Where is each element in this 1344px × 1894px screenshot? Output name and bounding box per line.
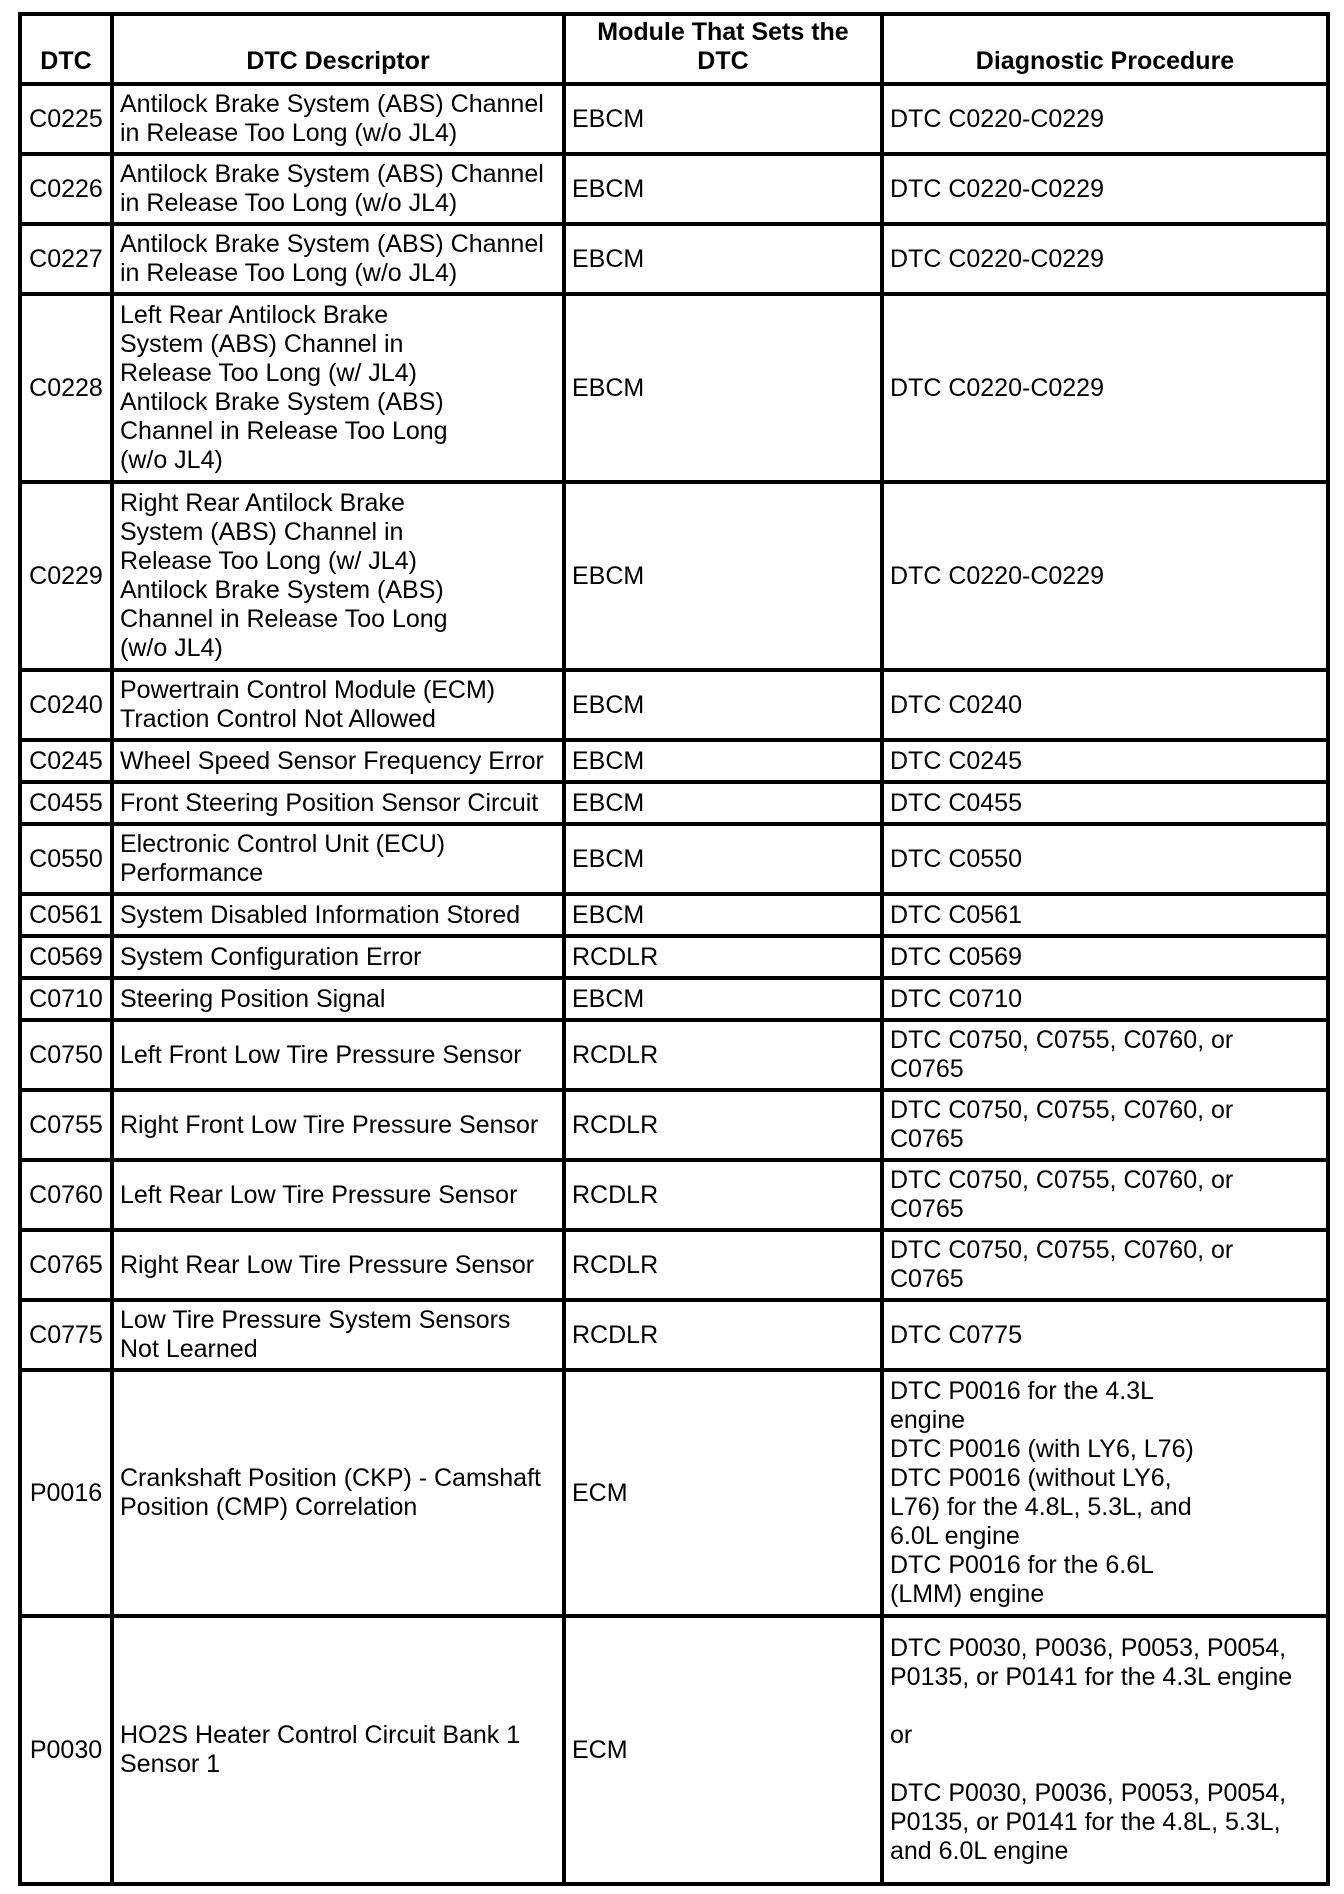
dtc-descriptor: Crankshaft Position (CKP) - Camshaft Position (CMP) Correlation	[112, 1370, 564, 1616]
table-row	[20, 1020, 1328, 1090]
dtc-code: C0561	[20, 894, 112, 936]
diagnostic-procedure: DTC C0220-C0229	[882, 294, 1328, 482]
table-row	[20, 1616, 1328, 1884]
diagnostic-procedure: DTC P0016 for the 4.3L engine DTC P0016 (with LY6, L76) DTC P0016 (without LY6, L76) for the 4.8L, 5.3L, and 6.0L engine DTC P0016 for the 6.6L (LMM) engine	[882, 1370, 1328, 1616]
table-row	[20, 482, 1328, 670]
diagnostic-procedure: DTC C0220-C0229	[882, 224, 1328, 294]
header-descriptor: DTC Descriptor	[112, 14, 564, 84]
table-row	[20, 978, 1328, 1020]
dtc-code: C0226	[20, 154, 112, 224]
table-row	[20, 224, 1328, 294]
dtc-code: C0455	[20, 782, 112, 824]
dtc-descriptor: Powertrain Control Module (ECM) Traction Control Not Allowed	[112, 670, 564, 740]
module: EBCM	[564, 154, 882, 224]
diagnostic-procedure: DTC C0220-C0229	[882, 154, 1328, 224]
dtc-descriptor: Front Steering Position Sensor Circuit	[112, 782, 564, 824]
diagnostic-procedure: DTC C0569	[882, 936, 1328, 978]
dtc-descriptor: Left Rear Antilock Brake System (ABS) Channel in Release Too Long (w/ JL4) Antilock Brake System (ABS) Channel in Release Too Long (w/o JL4)	[112, 294, 564, 482]
table-row	[20, 294, 1328, 482]
diagnostic-procedure: DTC C0550	[882, 824, 1328, 894]
diagnostic-procedure: DTC C0220-C0229	[882, 482, 1328, 670]
dtc-descriptor: HO2S Heater Control Circuit Bank 1 Sensor 1	[112, 1616, 564, 1884]
dtc-code: C0227	[20, 224, 112, 294]
dtc-descriptor: Antilock Brake System (ABS) Channel in Release Too Long (w/o JL4)	[112, 84, 564, 154]
module: EBCM	[564, 824, 882, 894]
dtc-code: C0755	[20, 1090, 112, 1160]
module: EBCM	[564, 670, 882, 740]
diagnostic-procedure: DTC C0561	[882, 894, 1328, 936]
dtc-descriptor: Left Rear Low Tire Pressure Sensor	[112, 1160, 564, 1230]
dtc-code: C0775	[20, 1300, 112, 1370]
dtc-descriptor: Antilock Brake System (ABS) Channel in Release Too Long (w/o JL4)	[112, 224, 564, 294]
module: RCDLR	[564, 1160, 882, 1230]
dtc-code: C0710	[20, 978, 112, 1020]
table-row	[20, 1090, 1328, 1160]
dtc-code: C0245	[20, 740, 112, 782]
diagnostic-procedure: DTC P0030, P0036, P0053, P0054, P0135, or P0141 for the 4.3L engine or DTC P0030, P0036, P0053, P0054, P0135, or P0141 for the 4.8L, 5.3L, and 6.0L engine	[882, 1616, 1328, 1884]
diagnostic-procedure: DTC C0245	[882, 740, 1328, 782]
table-row	[20, 824, 1328, 894]
diagnostic-procedure: DTC C0750, C0755, C0760, or C0765	[882, 1020, 1328, 1090]
module: EBCM	[564, 978, 882, 1020]
diagnostic-procedure: DTC C0750, C0755, C0760, or C0765	[882, 1160, 1328, 1230]
module: RCDLR	[564, 936, 882, 978]
table-row	[20, 670, 1328, 740]
dtc-descriptor: System Disabled Information Stored	[112, 894, 564, 936]
dtc-code: C0228	[20, 294, 112, 482]
dtc-code: C0765	[20, 1230, 112, 1300]
table-row	[20, 1370, 1328, 1616]
diagnostic-procedure: DTC C0240	[882, 670, 1328, 740]
dtc-descriptor: Steering Position Signal	[112, 978, 564, 1020]
table-row	[20, 894, 1328, 936]
module: ECM	[564, 1370, 882, 1616]
diagnostic-procedure: DTC C0455	[882, 782, 1328, 824]
module: EBCM	[564, 482, 882, 670]
diagnostic-procedure: DTC C0750, C0755, C0760, or C0765	[882, 1090, 1328, 1160]
module: EBCM	[564, 84, 882, 154]
module: ECM	[564, 1616, 882, 1884]
diagnostic-procedure: DTC C0710	[882, 978, 1328, 1020]
dtc-code: C0569	[20, 936, 112, 978]
dtc-descriptor: System Configuration Error	[112, 936, 564, 978]
dtc-code: C0750	[20, 1020, 112, 1090]
dtc-table	[18, 12, 1330, 1886]
dtc-code: C0760	[20, 1160, 112, 1230]
table-row	[20, 740, 1328, 782]
dtc-code: C0225	[20, 84, 112, 154]
dtc-descriptor: Low Tire Pressure System Sensors Not Learned	[112, 1300, 564, 1370]
module: RCDLR	[564, 1300, 882, 1370]
dtc-code: P0016	[20, 1370, 112, 1616]
module: EBCM	[564, 894, 882, 936]
table-row	[20, 154, 1328, 224]
dtc-descriptor: Wheel Speed Sensor Frequency Error	[112, 740, 564, 782]
diagnostic-procedure: DTC C0750, C0755, C0760, or C0765	[882, 1230, 1328, 1300]
header-row	[20, 14, 1328, 84]
table-row	[20, 1300, 1328, 1370]
module: EBCM	[564, 224, 882, 294]
module: RCDLR	[564, 1090, 882, 1160]
header-dtc: DTC	[20, 14, 112, 84]
dtc-descriptor: Right Rear Low Tire Pressure Sensor	[112, 1230, 564, 1300]
module: EBCM	[564, 294, 882, 482]
dtc-descriptor: Left Front Low Tire Pressure Sensor	[112, 1020, 564, 1090]
diagnostic-procedure: DTC C0775	[882, 1300, 1328, 1370]
dtc-code: C0229	[20, 482, 112, 670]
dtc-code: P0030	[20, 1616, 112, 1884]
dtc-descriptor: Right Rear Antilock Brake System (ABS) Channel in Release Too Long (w/ JL4) Antilock Brake System (ABS) Channel in Release Too Long (w/o JL4)	[112, 482, 564, 670]
dtc-code: C0240	[20, 670, 112, 740]
module: RCDLR	[564, 1020, 882, 1090]
table-row	[20, 782, 1328, 824]
table-row	[20, 936, 1328, 978]
dtc-descriptor: Right Front Low Tire Pressure Sensor	[112, 1090, 564, 1160]
module: RCDLR	[564, 1230, 882, 1300]
diagnostic-procedure: DTC C0220-C0229	[882, 84, 1328, 154]
header-procedure: Diagnostic Procedure	[882, 14, 1328, 84]
header-module: Module That Sets the DTC	[564, 14, 882, 84]
module: EBCM	[564, 740, 882, 782]
dtc-descriptor: Electronic Control Unit (ECU) Performance	[112, 824, 564, 894]
table-row	[20, 1230, 1328, 1300]
table-row	[20, 84, 1328, 154]
dtc-code: C0550	[20, 824, 112, 894]
dtc-descriptor: Antilock Brake System (ABS) Channel in Release Too Long (w/o JL4)	[112, 154, 564, 224]
module: EBCM	[564, 782, 882, 824]
table-row	[20, 1160, 1328, 1230]
